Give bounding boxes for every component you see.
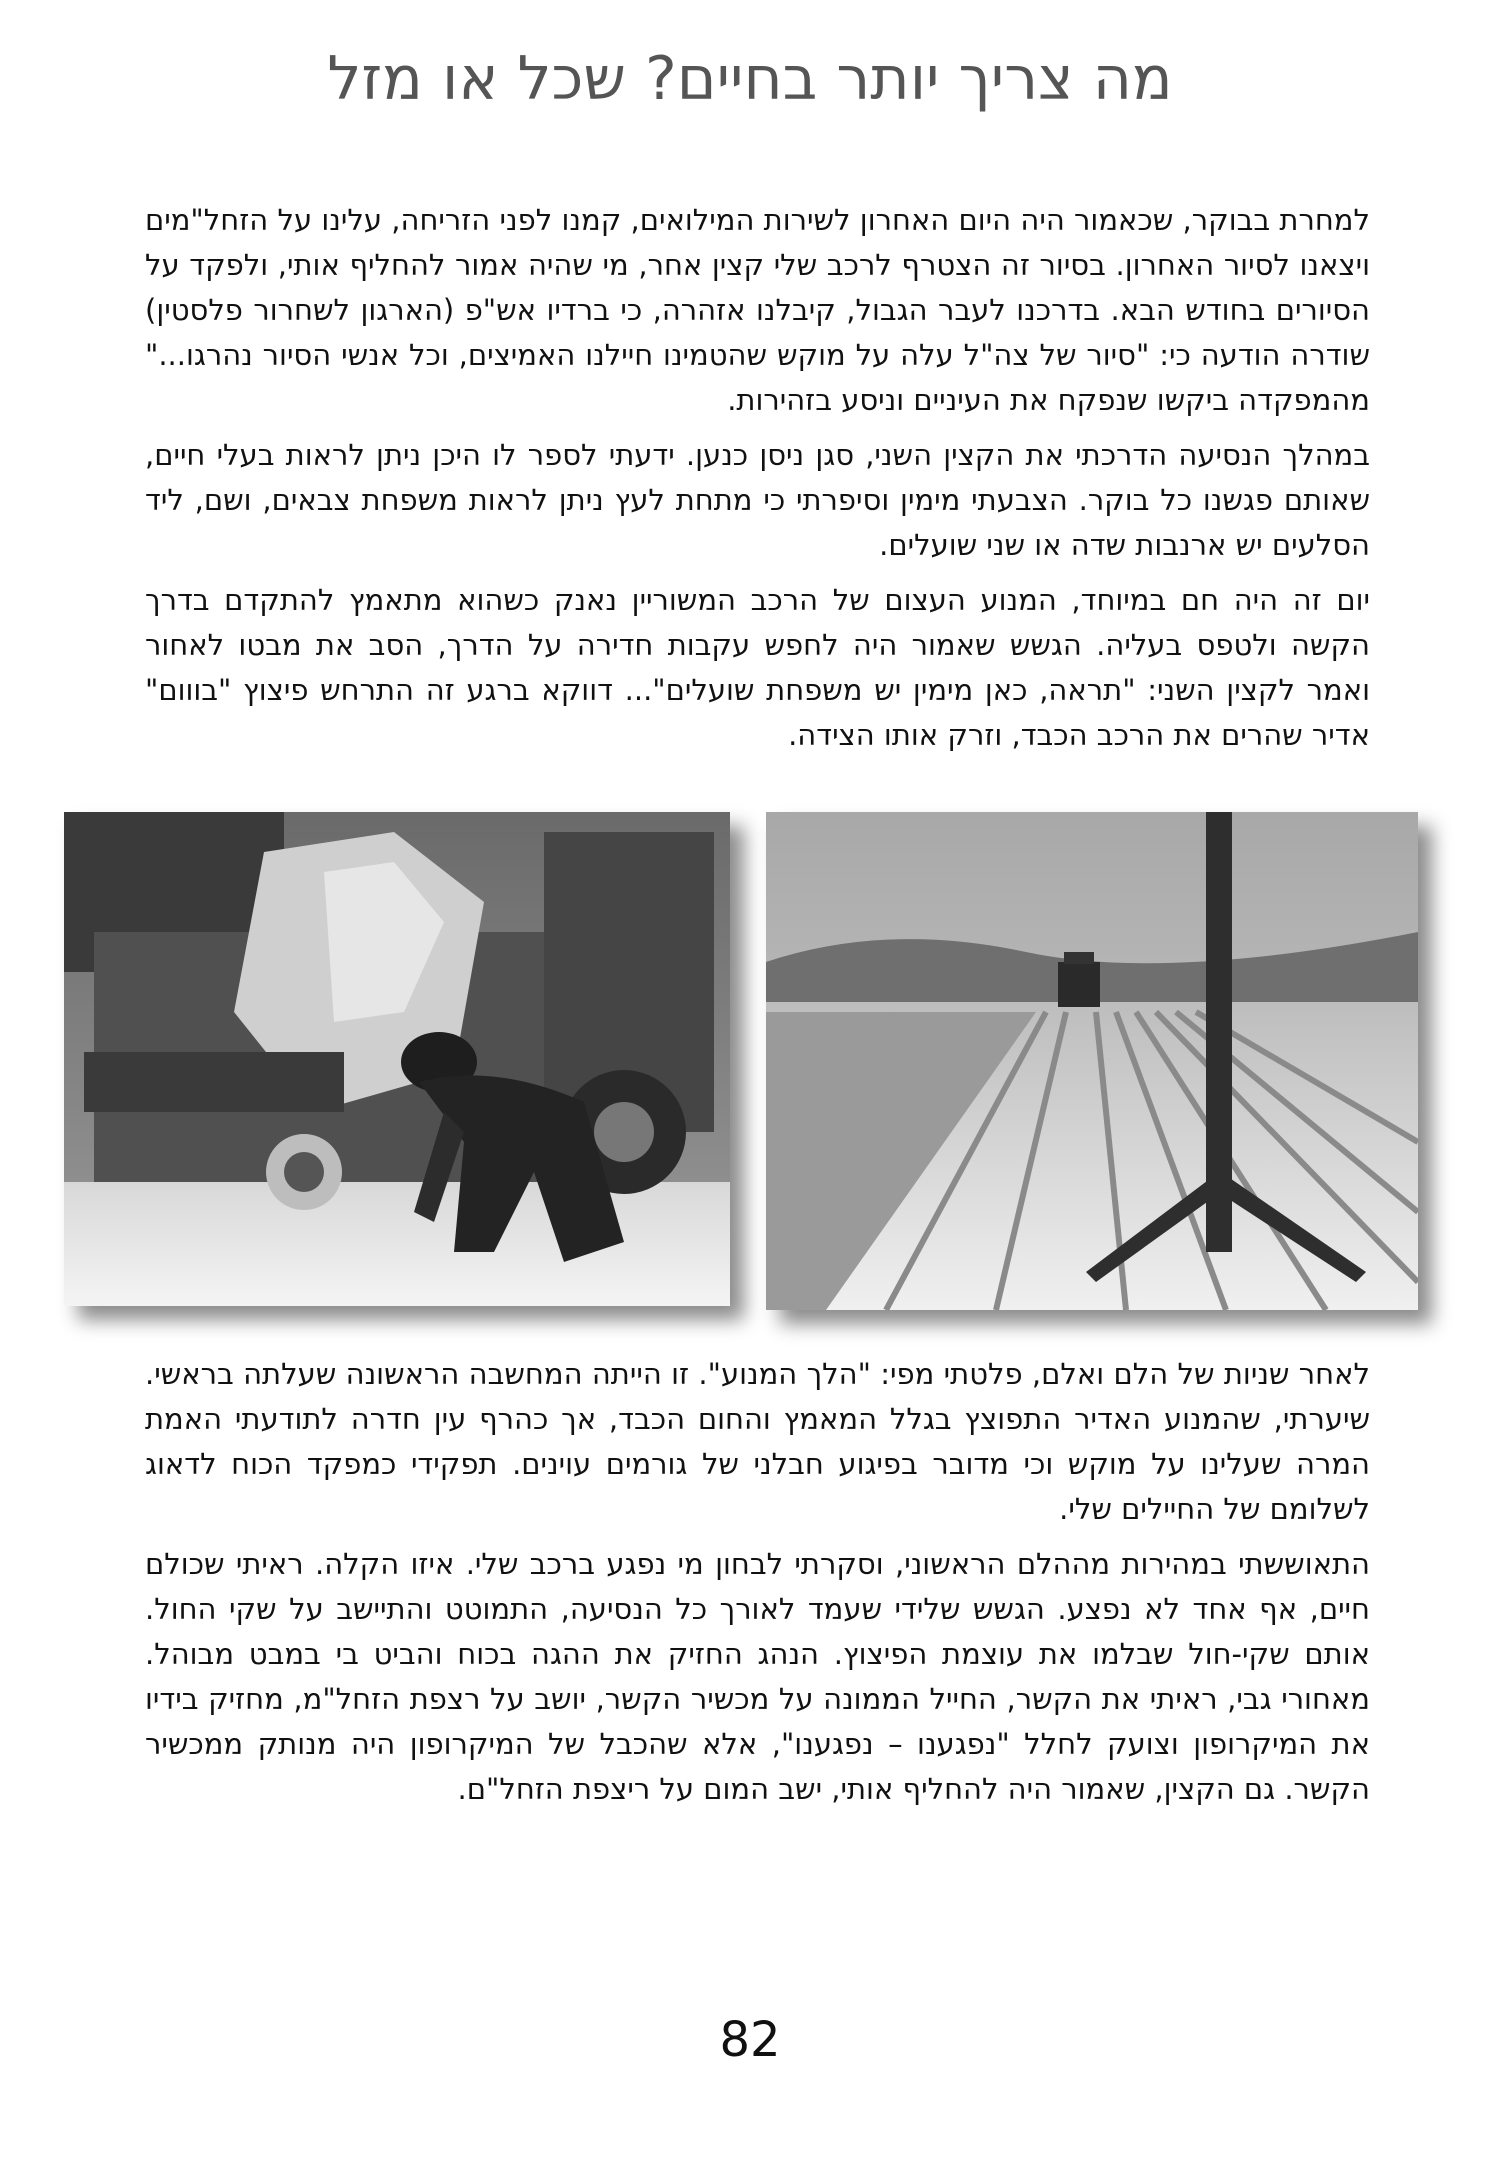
paragraph: לאחר שניות של הלם ואלם, פלטתי מפי: "הלך המנוע". זו הייתה המחשבה הראשונה שעלתה בראשי. שיערתי, שהמנוע האדיר התפוצץ בגלל המאמץ והחום הכבד, אך כהרף עין חדרה לתודעתי האמת המרה שעלינו על מוקש וכי מדובר בפיגוע חבלני של גורמים עוינים. תפקידי כמפקד הכוח לדאוג לשלומם של החיילים שלי. — [145, 1357, 1370, 1526]
bottom-text-block — [145, 1352, 1370, 1822]
page-title: מה צריך יותר בחיים? שכל או מזל — [327, 44, 1173, 114]
paragraph: יום זה היה חם במיוחד, המנוע העצום של הרכב המשוריין נאנק כשהוא מתאמץ להתקדם בדרך הקשה ולטפס בעליה. הגשש שאמור היה לחפש עקבות חדירה על הדרך, הסב את מבטו לאחור ואמר לקצין השני: "תראה, כאן מימין יש משפחת שועלים"... דווקא ברגע זה התרחש פיצוץ "בווום" אדיר שהרים את הרכב הכבד, וזרק אותו הצידה. — [145, 583, 1370, 752]
damaged-halftrack-photo — [64, 812, 730, 1306]
top-text-block — [145, 198, 1370, 768]
paragraph: למחרת בבוקר, שכאמור היה היום האחרון לשירות המילואים, קמנו לפני הזריחה, עלינו על הזחל"מים ויצאנו לסיור האחרון. בסיור זה הצטרף לרכב שלי קצין אחר, מי שהיה אמור להחליף אותי, ולפקד על הסיורים בחודש הבא. בדרכנו לעבר הגבול, קיבלנו אזהרה, כי ברדיו אש"פ (הארגון לשחרור פלסטין) שודרה הודעה כי: "סיור של צה"ל עלה על מוקש שהטמינו חיילנו האמיצים, וכל אנשי הסיור נהרגו..." מהמפקדה ביקשו שנפקח את העיניים וניסע בזהירות. — [145, 203, 1370, 417]
paragraph: התאוששתי במהירות מההלם הראשוני, וסקרתי לבחון מי נפגע ברכב שלי. איזו הקלה. ראיתי שכולם חיים, אף אחד לא נפצע. הגשש שלידי שעמד לאורך כל הנסיעה, התמוטט והתיישב על שקי החול. אותם שקי-חול שבלמו את עוצמת הפיצוץ. הנהג החזיק את ההגה בכוח והביט בי במבט מבוהל. מאחורי גבי, ראיתי את הקשר, החייל הממונה על מכשיר הקשר, יושב על רצפת הזחל"מ, מחזיק בידיו את המיקרופון וצועק לחלל "נפגענו – נפגענו", אלא שהכבל של המיקרופון היה מנותק ממכשיר הקשר. גם הקצין, שאמור היה להחליף אותי, ישב המום על ריצפת הזחל"ם. — [145, 1547, 1370, 1806]
desert-road-photo — [766, 812, 1418, 1310]
page-number: 82 — [719, 2012, 781, 2068]
paragraph: במהלך הנסיעה הדרכתי את הקצין השני, סגן ניסן כנען. ידעתי לספר לו היכן ניתן לראות בעלי חיים, שאותם פגשנו כל בוקר. הצבעתי מימין וסיפרתי כי מתחת לעץ ניתן לראות משפחת צבאים, ושם, ליד הסלעים יש ארנבות שדה או שני שועלים. — [145, 438, 1370, 562]
